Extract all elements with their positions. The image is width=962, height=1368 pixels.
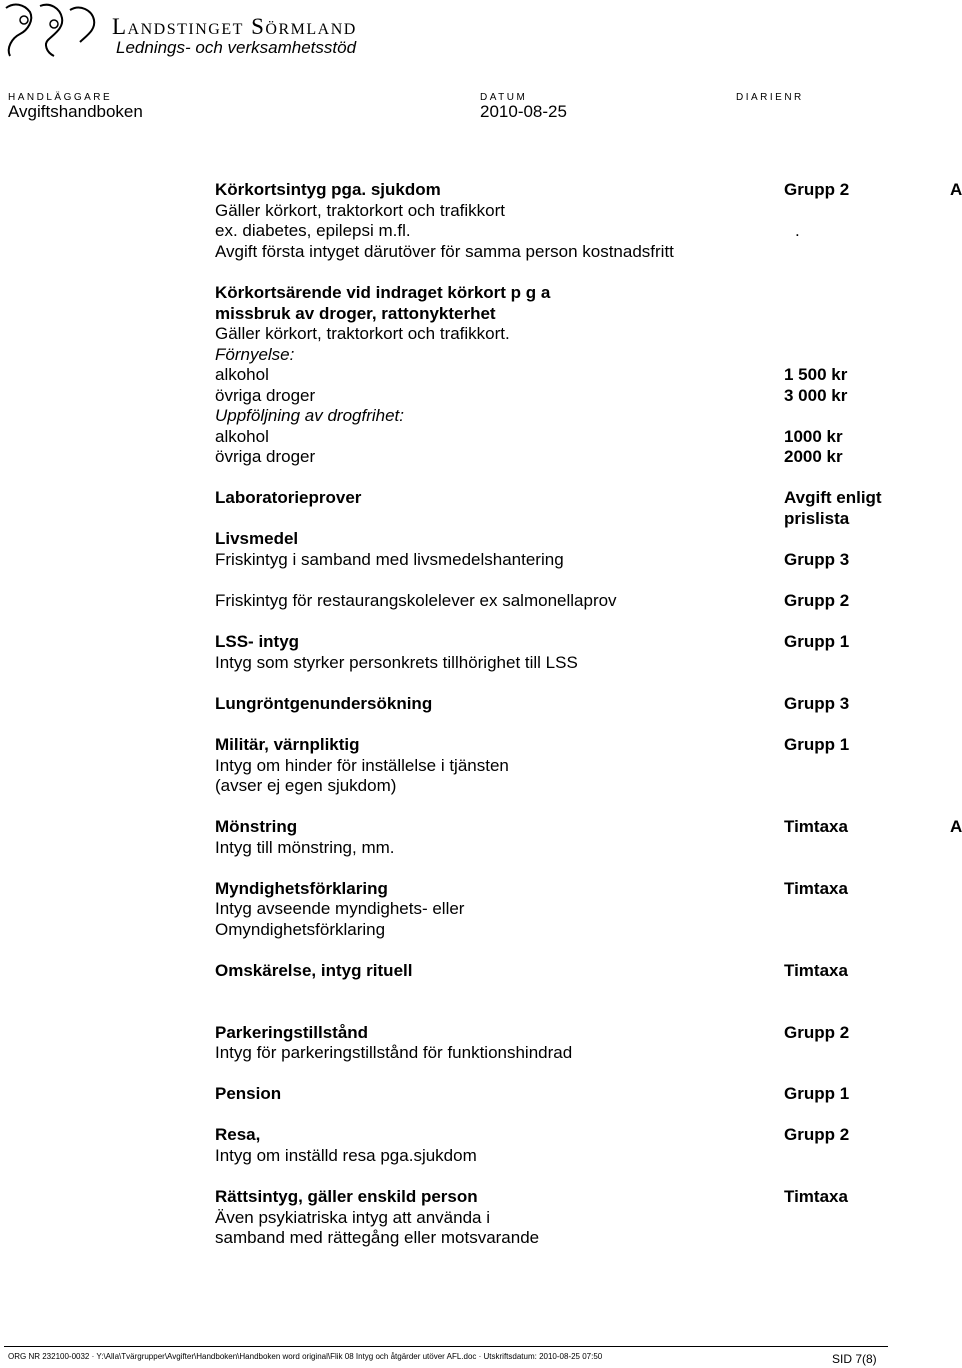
entry-line: Intyg för parkeringstillstånd för funktionshindrad [215, 1043, 573, 1062]
entry-title: Laboratorieprover [215, 488, 362, 507]
entry-title: Pension [215, 1084, 282, 1103]
entry-group: Grupp 2 [784, 591, 850, 610]
entry-title: Körkortsintyg pga. sjukdom [215, 180, 441, 199]
item-label: alkohol [215, 427, 269, 446]
entry-title: LSS- intyg [215, 632, 300, 651]
entry-line: Intyg om inställd resa pga.sjukdom [215, 1146, 477, 1165]
entry-title: Körkortsärende vid indraget körkort p g a [215, 283, 551, 302]
entry-group: Grupp 3 [784, 694, 850, 713]
entry-title: Militär, värnpliktig [215, 735, 360, 754]
edge-letter: A [950, 817, 962, 836]
entry-line: samband med rättegång eller motsvarande [215, 1228, 540, 1247]
entry-price: Avgift enligt [784, 488, 882, 507]
entry-group: Grupp 2 [784, 180, 850, 199]
datum-value: 2010-08-25 [480, 102, 567, 121]
entry-title: Myndighetsförklaring [215, 879, 388, 898]
entry-line: Gäller körkort, traktorkort och trafikkort. [215, 324, 510, 343]
entry-dot: . [795, 221, 800, 240]
entry-line: Intyg om hinder för inställelse i tjänsten [215, 756, 509, 775]
item-price: 2000 kr [784, 447, 843, 466]
handlaggare-value: Avgiftshandboken [8, 102, 143, 121]
organization-subtitle: Lednings- och verksamhetsstöd [116, 38, 357, 57]
organization-logo [0, 0, 100, 58]
entry-group: Grupp 1 [784, 1084, 850, 1103]
entry-title: Lungröntgenundersökning [215, 694, 433, 713]
entry-title: Mönstring [215, 817, 298, 836]
entry-title: Rättsintyg, gäller enskild person [215, 1187, 478, 1206]
entry-line: Avgift första intyget därutöver för samma person kostnadsfritt [215, 242, 674, 261]
item-price: 3 000 kr [784, 386, 848, 405]
organization-name: Landstinget Sörmland [112, 14, 357, 39]
entry-title: Parkeringstillstånd [215, 1023, 369, 1042]
entry-group: Grupp 1 [784, 632, 850, 651]
handlaggare-label: HANDLÄGGARE [8, 92, 113, 103]
entry-group: Grupp 2 [784, 1125, 850, 1144]
entry-line: Friskintyg i samband med livsmedelshantering [215, 550, 564, 569]
entry-line: ex. diabetes, epilepsi m.fl. [215, 221, 411, 240]
diarienr-label: DIARIENR [736, 92, 804, 103]
section-subheading: Uppföljning av drogfrihet: [215, 406, 405, 425]
item-price: 1000 kr [784, 427, 843, 446]
entry-line: Intyg som styrker personkrets tillhörighet till LSS [215, 653, 578, 672]
item-label: övriga droger [215, 386, 316, 405]
page-number: SID 7(8) [832, 1352, 877, 1366]
entry-title: Omskärelse, intyg rituell [215, 961, 413, 980]
item-price: 1 500 kr [784, 365, 848, 384]
footer-reference: ORG NR 232100-0032 · Y:\Alla\Tvärgrupper\Avgifter\Handboken\Handboken word original\Flik 08 Intyg och åtgärder utöver AFL.doc · Utskriftsdatum: 2010-08-25 07:50 [8, 1352, 603, 1361]
footer-divider [4, 1346, 888, 1347]
entry-group: Timtaxa [784, 817, 848, 836]
entry-group: Timtaxa [784, 961, 848, 980]
entry-line: Gäller körkort, traktorkort och trafikkort [215, 201, 506, 220]
entry-group: Grupp 2 [784, 1023, 850, 1042]
entry-title: Resa, [215, 1125, 261, 1144]
entry-line: (avser ej egen sjukdom) [215, 776, 397, 795]
entry-group: Grupp 1 [784, 735, 850, 754]
entry-line: Intyg avseende myndighets- eller [215, 899, 465, 918]
edge-letter: A [950, 180, 962, 199]
datum-label: DATUM [480, 92, 528, 103]
entry-title: missbruk av droger, rattonykterhet [215, 304, 496, 323]
entry-line: Friskintyg för restaurangskolelever ex salmonellaprov [215, 591, 617, 610]
item-label: alkohol [215, 365, 269, 384]
entry-line: Intyg till mönstring, mm. [215, 838, 395, 857]
entry-price: prislista [784, 509, 850, 528]
entry-group: Timtaxa [784, 879, 848, 898]
entry-line: Även psykiatriska intyg att använda i [215, 1208, 490, 1227]
entry-group: Grupp 3 [784, 550, 850, 569]
section-subheading: Förnyelse: [215, 345, 295, 364]
entry-title: Livsmedel [215, 529, 299, 548]
entry-group: Timtaxa [784, 1187, 848, 1206]
item-label: övriga droger [215, 447, 316, 466]
entry-line: Omyndighetsförklaring [215, 920, 386, 939]
